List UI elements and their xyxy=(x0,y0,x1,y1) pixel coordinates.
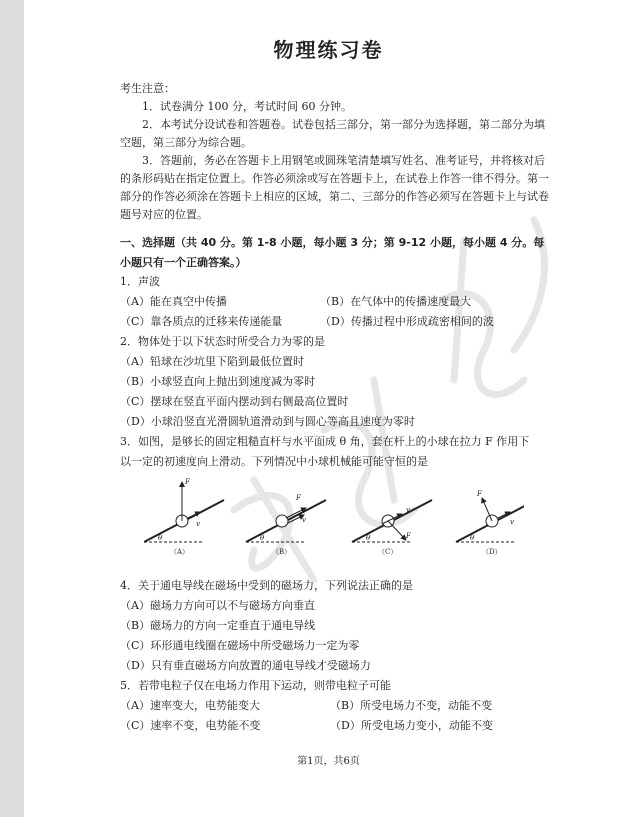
q3-a-velocity-label: v xyxy=(196,520,200,528)
q5-option-d: （D）所受电场力变小，动能不变 xyxy=(330,719,493,732)
q5-option-b: （B）所受电场力不变，动能不变 xyxy=(330,699,493,712)
q2-option-a: （A）铅球在沙坑里下陷到最低位置时 xyxy=(120,355,304,368)
q3-c-force-label: F xyxy=(406,532,411,540)
notes-heading: 考生注意： xyxy=(120,82,175,95)
q1-option-b: （B）在气体中的传播速度最大 xyxy=(320,295,472,308)
q4-stem: 4．关于通电导线在磁场中受到的磁场力，下列说法正确的是 xyxy=(120,579,413,592)
q4-option-b: （B）磁场力的方向一定垂直于通电导线 xyxy=(120,619,316,632)
q2-option-b: （B）小球竖直向上抛出到速度减为零时 xyxy=(120,375,316,388)
q3-a-force-label: F xyxy=(185,478,190,486)
q3-a-angle-label: θ xyxy=(158,534,163,542)
note-item-3: 3．答题前，务必在答题卡上用钢笔或圆珠笔清楚填写姓名、准考证号，并将核对后的条形码贴在指定位置上。作答必须涂或写在答题卡上，在试卷上作答一律不得分。第一部分的作答必须涂在答题卡上相应的区域，第二、三部分的作答必须写在答题卡上与试卷题号对应的位置。 xyxy=(120,154,549,221)
left-margin-bar xyxy=(0,0,24,817)
q1-option-a: （A）能在真空中传播 xyxy=(120,295,227,308)
q2-option-c: （C）摆球在竖直平面内摆动到右侧最高位置时 xyxy=(120,395,349,408)
note-item-2: 2．本考试分设试卷和答题卷。试卷包括三部分，第一部分为选择题，第二部分为填空题，第三部分为综合题。 xyxy=(120,118,545,149)
q3-b-force-label: F xyxy=(296,494,301,502)
exam-page xyxy=(24,0,633,817)
q3-c-angle-label: θ xyxy=(366,534,371,542)
q1-option-d: （D）传播过程中形成疏密相间的波 xyxy=(320,315,494,328)
q3-d-force-label: F xyxy=(477,490,482,498)
q4-option-c: （C）环形通电线圈在磁场中所受磁场力一定为零 xyxy=(120,639,360,652)
note-item-1: 1．试卷满分 100 分，考试时间 60 分钟。 xyxy=(142,100,352,113)
q3-panel-c xyxy=(352,500,432,542)
q5-option-a: （A）速率变大，电势能变大 xyxy=(120,699,260,712)
q3-figure xyxy=(144,478,524,558)
page-title: 物理练习卷 xyxy=(273,38,384,62)
q5-stem: 5．若带电粒子仅在电场力作用下运动，则带电粒子可能 xyxy=(120,679,391,692)
q2-stem: 2．物体处于以下状态时所受合力为零的是 xyxy=(120,335,325,348)
q2-option-d: （D）小球沿竖直光滑圆轨道滑动到与圆心等高且速度为零时 xyxy=(120,415,415,428)
q5-option-c: （C）速率不变，电势能不变 xyxy=(120,719,261,732)
q3-c-caption: （C） xyxy=(378,548,398,556)
q3-b-velocity-label: v xyxy=(302,516,306,524)
q1-option-c: （C）靠各质点的迁移来传递能量 xyxy=(120,315,283,328)
q3-d-velocity-label: v xyxy=(510,518,514,526)
q3-b-caption: （B） xyxy=(272,548,292,556)
exam-notes xyxy=(120,80,550,224)
q3-panel-a xyxy=(144,482,224,542)
q3-b-angle-label: θ xyxy=(260,534,265,542)
q3-d-angle-label: θ xyxy=(470,534,475,542)
section-1-heading: 一、选择题（共 40 分。第 1-8 小题，每小题 3 分；第 9-12 小题，每小题 4 分。每小题只有一个正确答案。） xyxy=(120,236,545,269)
q3-panel-b xyxy=(246,500,326,542)
q4-option-d: （D）只有垂直磁场方向放置的通电导线才受磁场力 xyxy=(120,659,371,672)
q3-stem-line-1: 3．如图，是够长的固定粗糙直杆与水平面成 θ 角，套在杆上的小球在拉力 F 作用下 xyxy=(120,435,530,448)
q3-c-velocity-label: v xyxy=(406,506,410,514)
q3-a-caption: （A） xyxy=(170,548,190,556)
q3-d-caption: （D） xyxy=(482,548,502,556)
q3-stem-line-2: 以一定的初速度向上滑动。下列情况中小球机械能可能守恒的是 xyxy=(120,455,428,468)
q4-option-a: （A）磁场力方向可以不与磁场方向垂直 xyxy=(120,599,315,612)
page-footer: 第1页，共6页 xyxy=(297,756,360,767)
q1-stem: 1．声波 xyxy=(120,275,160,288)
